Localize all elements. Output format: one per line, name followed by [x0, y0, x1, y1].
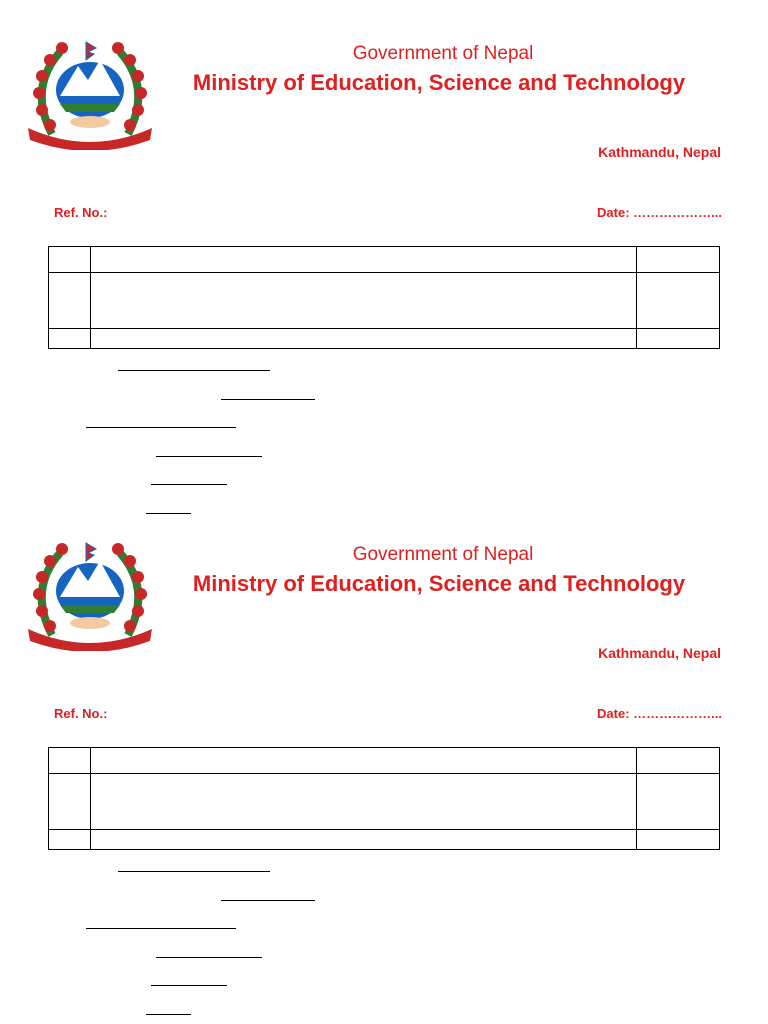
government-title: Government of Nepal — [352, 544, 534, 565]
blank-line — [86, 928, 236, 929]
blank-line — [146, 1014, 191, 1015]
ministry-title: Ministry of Education, Science and Technology — [192, 70, 686, 95]
location-text: Kathmandu, Nepal — [598, 144, 721, 160]
table-row — [49, 748, 720, 774]
ref-no-label: Ref. No.: — [54, 706, 108, 721]
blank-line — [151, 985, 227, 986]
location-text: Kathmandu, Nepal — [598, 645, 721, 661]
record-table — [48, 747, 720, 850]
table-row — [49, 774, 720, 830]
hills — [60, 104, 120, 112]
blank-line — [151, 484, 227, 485]
date-label: Date: ………………... — [597, 205, 722, 220]
date-label: Date: ………………... — [597, 706, 722, 721]
blank-line — [221, 399, 315, 400]
ref-no-label: Ref. No.: — [54, 205, 108, 220]
handshake — [70, 116, 110, 128]
table-row — [49, 830, 720, 850]
table-row — [49, 273, 720, 329]
hills — [60, 605, 120, 613]
blank-line — [118, 370, 270, 371]
handshake — [70, 617, 110, 629]
government-title: Government of Nepal — [352, 43, 534, 64]
ministry-title: Ministry of Education, Science and Technology — [192, 571, 686, 596]
letterhead-top — [0, 0, 768, 500]
blank-line — [156, 957, 262, 958]
blank-line — [156, 456, 262, 457]
blank-line — [118, 871, 270, 872]
blank-line — [86, 427, 236, 428]
blank-line — [221, 900, 315, 901]
table-row — [49, 247, 720, 273]
record-table — [48, 246, 720, 349]
table-row — [49, 329, 720, 349]
letterhead-bottom — [0, 501, 768, 1001]
